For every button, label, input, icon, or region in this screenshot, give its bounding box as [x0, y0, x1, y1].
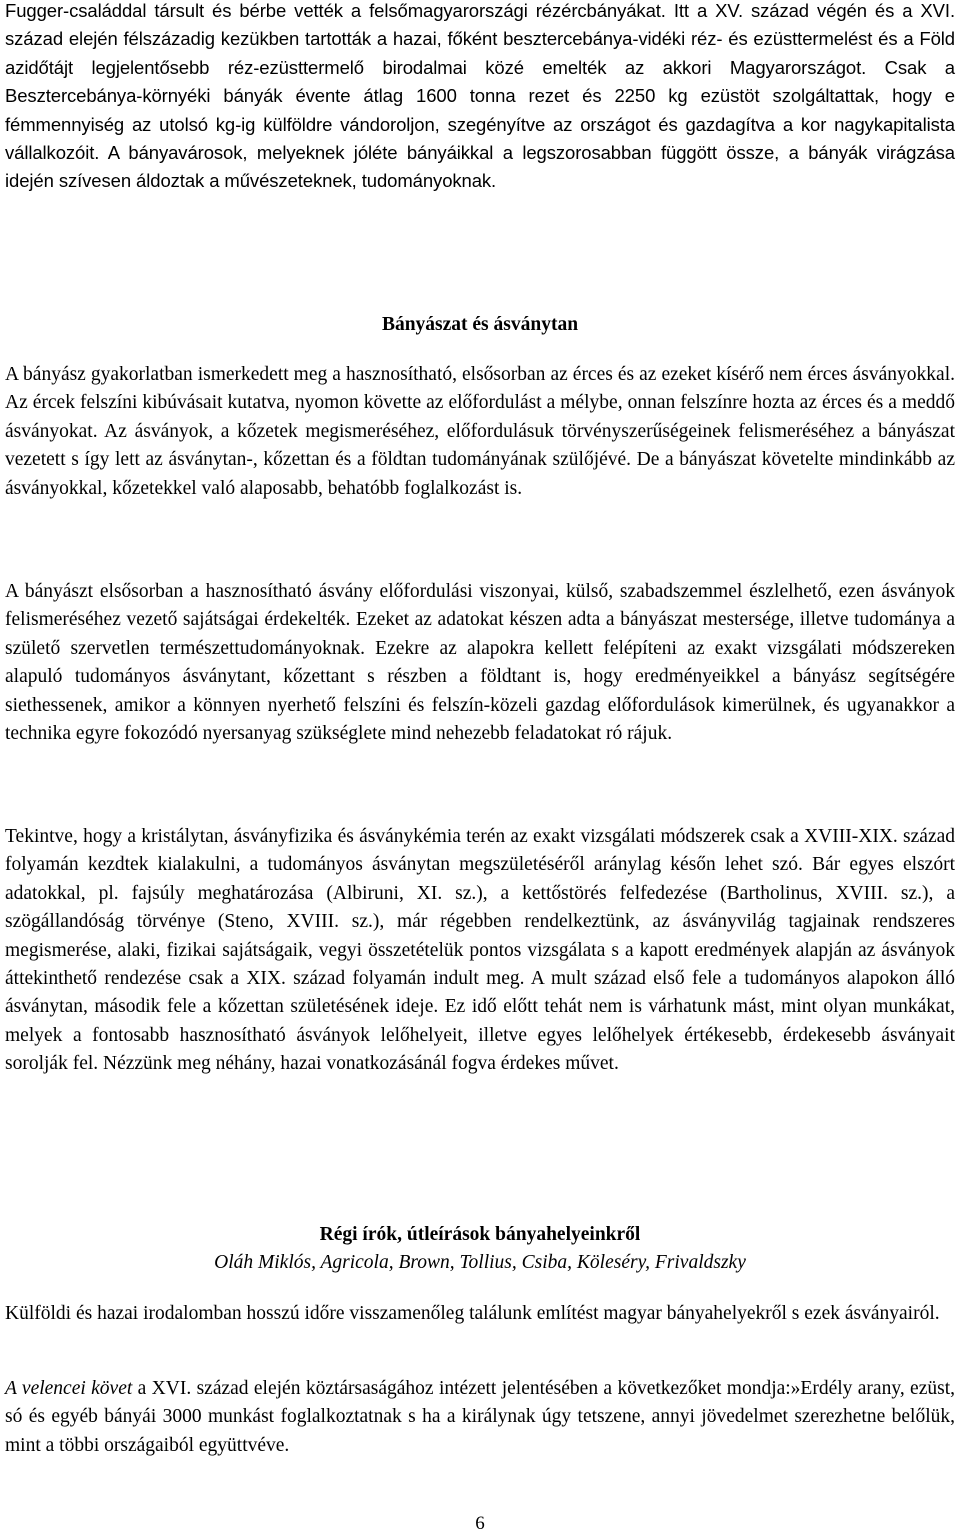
section1-paragraph-2: A bányászt elsősorban a hasznosítható ásvány előfordulási viszonyai, külső, szabadszemmel észlelhető, ezen ásványok felismeréséhez vezető sajátságai érdekelték. Ezeket az adatokat készen adta a bányászat mestersége, illetve tudománya a születő szervetlen természettudományoknak. Ezekre az alapokra kellett felépíteni az exakt vizsgálati módszereken alapuló tudományos ásványtant, kőzettant s részben a földtant is, hogy eredményeikkel a bányász segítségére siethessenek, amikor a könnyen nyerhető felszíni és felszín-közeli gazdag előfordulások kimerülnek, és ugyanakkor a technika egyre fokozódó nyersanyag szükséglete mind nehezebb feladatokat ró rájuk.	[5, 581, 955, 745]
section2-paragraph-2-text: a XVI. század elején köztársaságához intézett jelentésében a következőket mondja:»Erdély arany, ezüst, só és egyéb bányái 3000 munkást foglalkoztatnak s ha a királynak úgy tetszene, annyi jövedelmet szerezhetne belőlük, mint a többi országaiból együttvéve.	[5, 1378, 955, 1456]
venetian-envoy-italic: A velencei követ	[5, 1378, 133, 1399]
intro-paragraph: Fugger-családdal társult és bérbe vették a felsőmagyarországi rézércbányákat. Itt a XV. század végén és a XVI. század elején félszázadig kezükben tartották a hazai, főként besztercebánya-vidéki réz- és ezüsttermelést és a Föld azidőtájt legjelentősebb réz-ezüsttermelő birodalmai közé emelték az akkori Magyarországot. Csak a Besztercebánya-környéki bányák évente átlag 1600 tonna rezet és 2250 kg ezüstöt szolgáltattak, hogy e fémmennyiség az utolsó kg-ig külföldre vándoroljon, szegényítve az országot és gazdagítva a kor nagykapitalista vállalkozóit. A bányavárosok, melyeknek jóléte bányáikkal a legszorosabban függött össze, a bányák virágzása idején szívesen áldoztak a művészeteknek, tudományoknak.	[5, 0, 955, 192]
section-title-regi-irok: Régi írók, útleírások bányahelyeinkről	[319, 1224, 641, 1245]
section-title-banyaszat: Bányászat és ásványtan	[381, 314, 579, 335]
section2-paragraph-2	[5, 1375, 955, 1460]
section1-paragraph-1: A bányász gyakorlatban ismerkedett meg a hasznosítható, elsősorban az érces és az ezeket kísérő nem érces ásványokkal. Az ércek felszíni kibúvásait kutatva, nyomon követte az előfordulást a mélybe, onnan felszínre hozta az érces és a meddő ásványokat. Az ásványok, a kőzetek megismeréséhez, előfordulásuk törvényszerűségeinek felismeréséhez a bányászat vezetett s így lett az ásványtan-, kőzettan és a földtan tudományának szülőjévé. De a bányászat követelte mindinkább az ásványokkal, kőzetekkel való alaposabb, behatóbb foglalkozást is.	[5, 364, 955, 499]
section2-paragraph-1: Külföldi és hazai irodalomban hosszú időre visszamenőleg találunk említést magyar bányahelyekről s ezek ásványairól.	[5, 1303, 940, 1324]
section-subtitle-authors: Oláh Miklós, Agricola, Brown, Tollius, Csiba, Köleséry, Frivaldszky	[214, 1252, 746, 1273]
page-number: 6	[475, 1513, 485, 1534]
section1-paragraph-3: Tekintve, hogy a kristálytan, ásványfizika és ásványkémia terén az exakt vizsgálati módszerek csak a XVIII-XIX. század folyamán kezdtek kialakulni, a tudományos ásványtan megszületéséről aránylag későn lehet szó. Bár egyes elszórt adatokkal, pl. fajsúly meghatározása (Albiruni, XI. sz.), a kettőstörés felfedezése (Bartholinus, XVIII. sz.), a szögállandóság törvénye (Steno, XVIII. sz.), már régebben rendelkeztünk, az ásványvilág tagjainak rendszeres megismerése, alaki, fizikai sajátságaik, vegyi összetételük pontos vizsgálata s a kapott eredmények alapján az ásványok áttekinthető rendezése csak a XIX. század folyamán indult meg. A mult század első fele a tudományos alapokon álló ásványtan, második fele a kőzettan születésének ideje. Ez idő előtt tehát nem is várhatunk mást, mint olyan munkákat, melyek a fontosabb hasznosítható ásványok lelőhelyeit, illetve egyes lelőhelyek értékesebb, érdekesebb ásványait sorolják fel. Nézzünk meg néhány, hazai vonatkozásánál fogva érdekes művet.	[5, 826, 955, 1075]
